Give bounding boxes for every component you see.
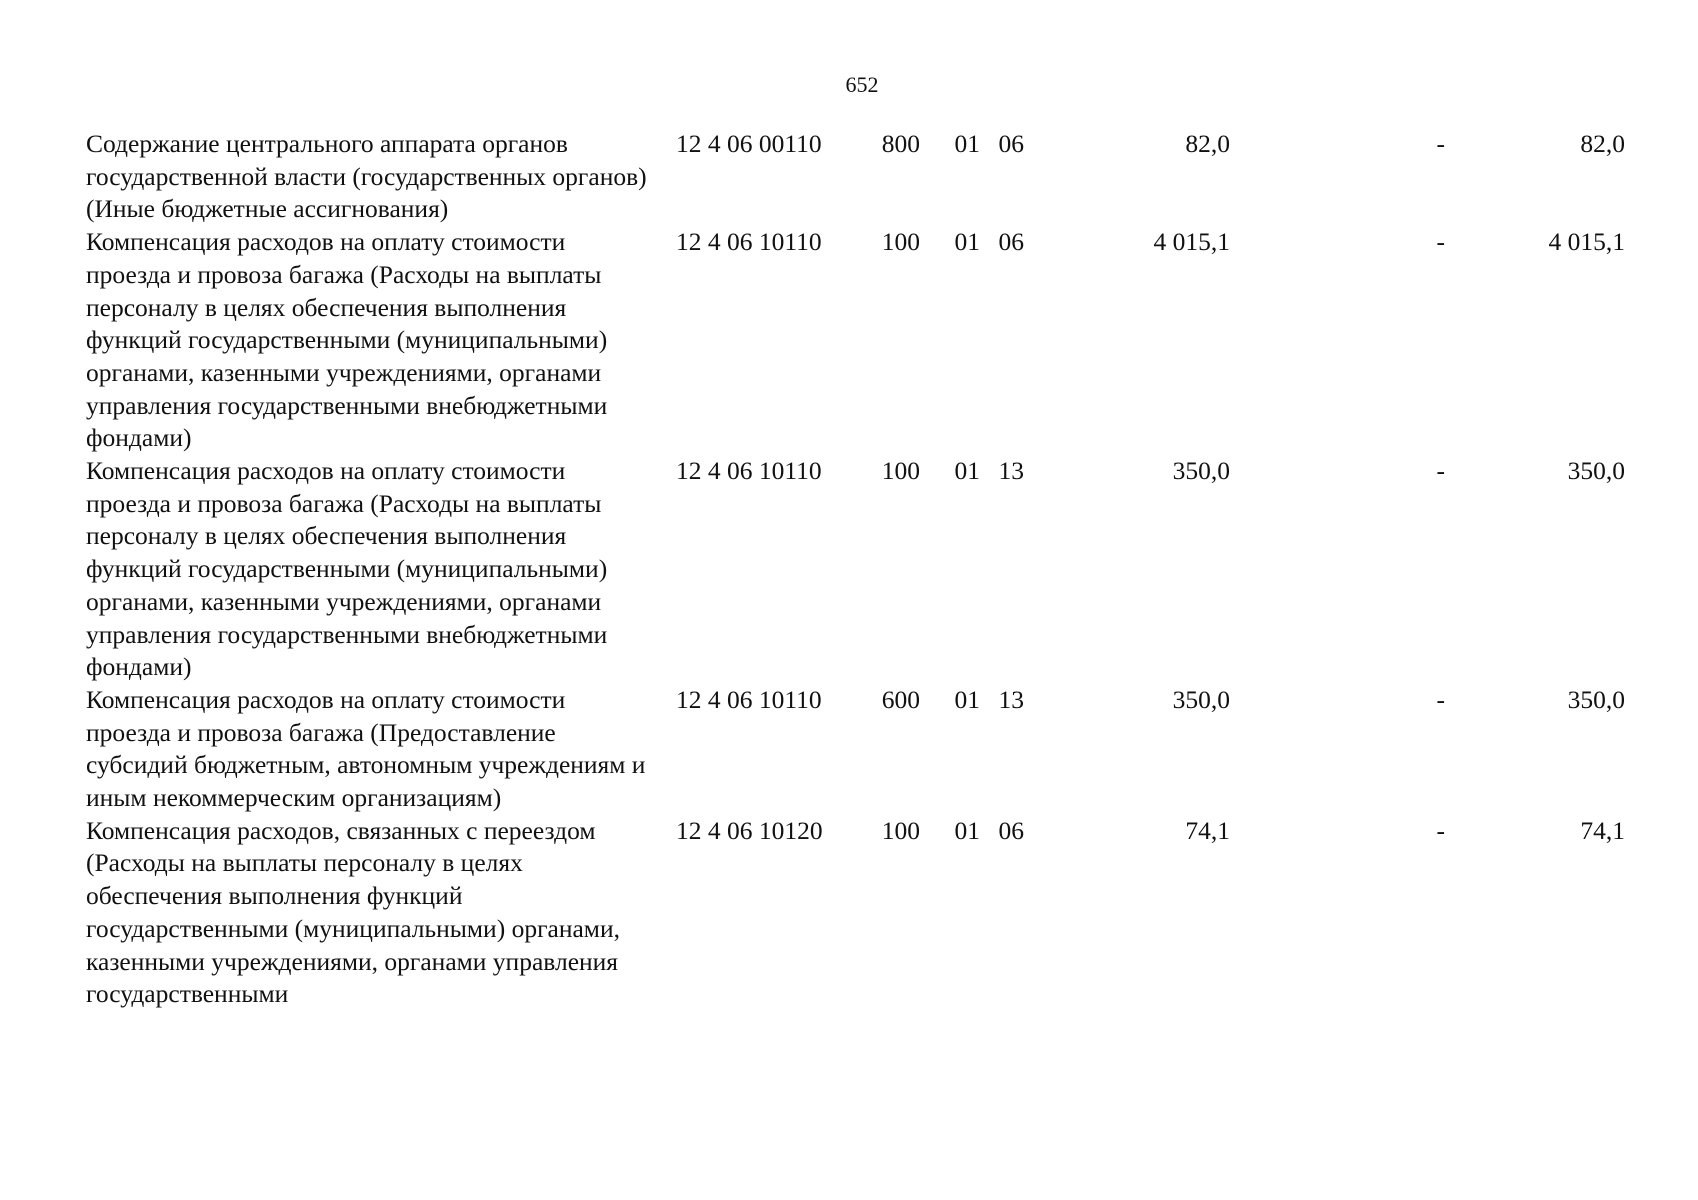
budget-table: [86, 128, 1625, 1011]
row-subsection: 13: [998, 456, 1024, 486]
row-amount: 350,0: [1172, 456, 1230, 486]
row-amount-total: 74,1: [1580, 815, 1625, 845]
row-section: 01: [954, 684, 980, 714]
table-row: [86, 815, 1625, 1011]
row-name: Компенсация расходов, связанных с переездом (Расходы на выплаты персоналу в целях обеспечения выполнения функций государственными (муниципальными) органами, казенными учреждениями, органами управления государственными: [86, 815, 620, 1009]
table-row: [86, 226, 1625, 455]
row-change: -: [1436, 815, 1445, 845]
row-amount: 74,1: [1185, 815, 1230, 845]
row-amount: 82,0: [1185, 129, 1230, 158]
row-target-article: 12 4 06 10110: [676, 456, 822, 486]
row-subsection: 06: [998, 227, 1024, 257]
row-amount: 4 015,1: [1153, 227, 1230, 257]
row-change: -: [1436, 456, 1445, 486]
row-expense-type: 800: [881, 129, 920, 158]
row-name: Компенсация расходов на оплату стоимости проезда и провоза багажа (Расходы на выплаты персоналу в целях обеспечения выполнения функций государственными (муниципальными) органами, казенными учреждениями, органами управления государственными внебюджетными фондами): [86, 227, 608, 453]
row-target-article: 12 4 06 10110: [676, 227, 822, 257]
row-amount: 350,0: [1172, 684, 1230, 714]
row-name: Компенсация расходов на оплату стоимости проезда и провоза багажа (Предоставление субсидий бюджетным, автономным учреждениям и иным некоммерческим организациям): [86, 684, 646, 813]
row-change: -: [1436, 129, 1445, 158]
row-expense-type: 100: [881, 456, 920, 486]
row-name: Компенсация расходов на оплату стоимости проезда и провоза багажа (Расходы на выплаты персоналу в целях обеспечения выполнения функций государственными (муниципальными) органами, казенными учреждениями, органами управления государственными внебюджетными фондами): [86, 456, 608, 682]
row-expense-type: 100: [881, 815, 920, 845]
table-row: [86, 128, 1625, 226]
row-section: 01: [954, 456, 980, 486]
row-amount-total: 350,0: [1567, 684, 1625, 714]
page-number: 652: [845, 72, 879, 97]
table-row: [86, 455, 1625, 684]
row-change: -: [1436, 684, 1445, 714]
row-name: Содержание центрального аппарата органов государственной власти (государственных органов) (Иные бюджетные ассигнования): [86, 129, 647, 224]
row-section: 01: [954, 815, 980, 845]
row-subsection: 06: [998, 815, 1024, 845]
table-row: [86, 684, 1625, 815]
row-section: 01: [954, 227, 980, 257]
row-target-article: 12 4 06 00110: [676, 129, 822, 158]
row-section: 01: [954, 129, 980, 158]
row-change: -: [1436, 227, 1445, 257]
row-target-article: 12 4 06 10110: [676, 684, 822, 714]
row-expense-type: 600: [881, 684, 920, 714]
row-amount-total: 82,0: [1580, 129, 1625, 158]
row-target-article: 12 4 06 10120: [676, 815, 823, 845]
row-amount-total: 4 015,1: [1548, 227, 1625, 257]
row-amount-total: 350,0: [1567, 456, 1625, 486]
row-subsection: 13: [998, 684, 1024, 714]
row-expense-type: 100: [881, 227, 920, 257]
row-subsection: 06: [998, 129, 1024, 158]
